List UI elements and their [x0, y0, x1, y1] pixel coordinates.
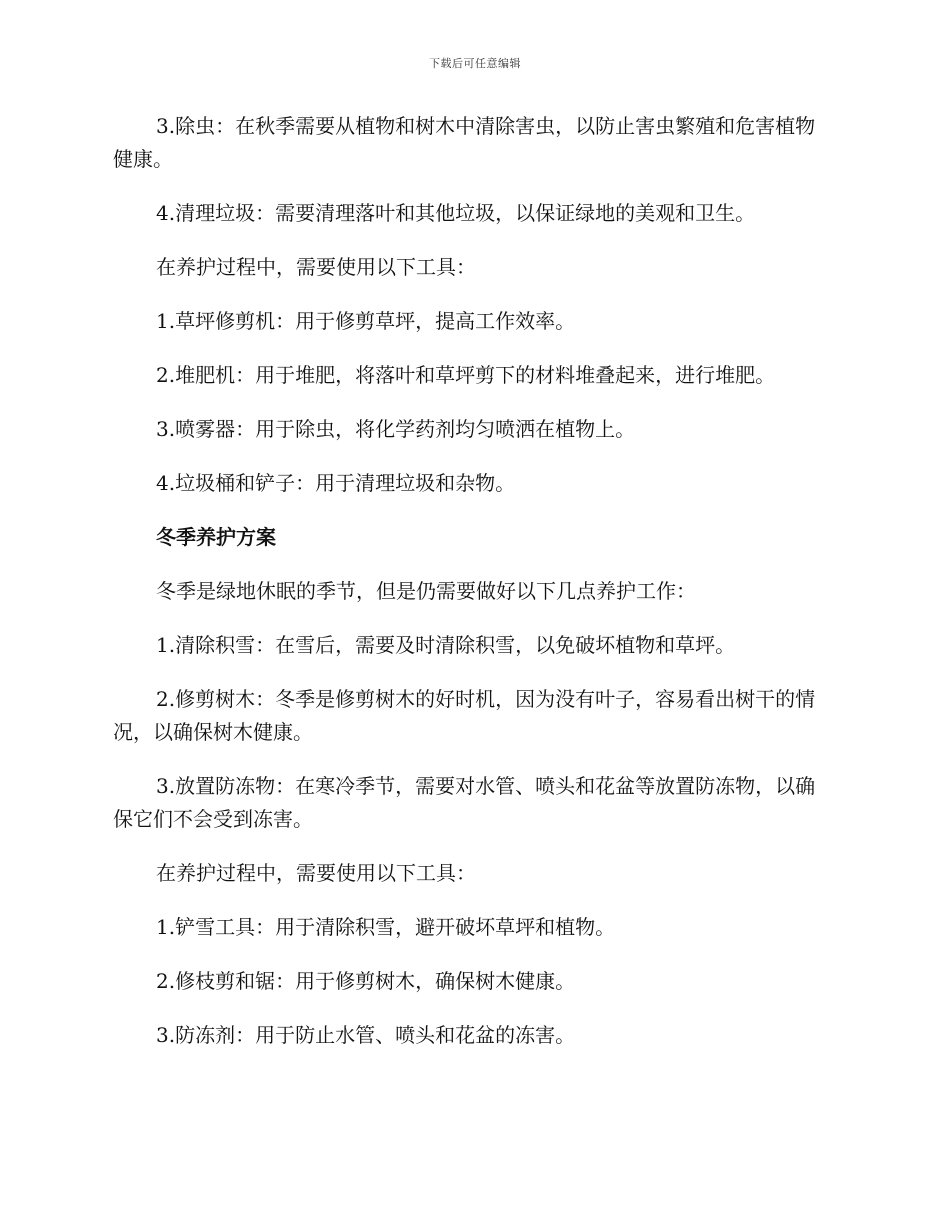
page-header: 下载后可任意编辑 — [429, 57, 521, 70]
paragraph-tools-intro-autumn: 在养护过程中，需要使用以下工具： — [156, 255, 476, 279]
paragraph-tool-trash-bin: 4.垃圾桶和铲子：用于清理垃圾和杂物。 — [156, 471, 516, 495]
paragraph-tool-composter: 2.堆肥机：用于堆肥，将落叶和草坪剪下的材料堆叠起来，进行堆肥。 — [156, 363, 776, 387]
section-heading-winter: 冬季养护方案 — [156, 525, 276, 549]
paragraph-tree-pruning: 2.修剪树木：冬季是修剪树木的好时机，因为没有叶子，容易看出树干的情况，以确保树木健康。 — [113, 687, 816, 744]
paragraph-cleanup: 4.清理垃圾：需要清理落叶和其他垃圾，以保证绿地的美观和卫生。 — [156, 201, 756, 225]
paragraph-tool-antifreeze: 3.防冻剂：用于防止水管、喷头和花盆的冻害。 — [156, 1023, 576, 1047]
paragraph-pest-control: 3.除虫：在秋季需要从植物和树木中清除害虫，以防止害虫繁殖和危害植物健康。 — [113, 114, 816, 171]
paragraph-tools-intro-winter: 在养护过程中，需要使用以下工具： — [156, 861, 476, 885]
paragraph-tool-sprayer: 3.喷雾器：用于除虫，将化学药剂均匀喷洒在植物上。 — [156, 417, 636, 441]
paragraph-frost-protection: 3.放置防冻物：在寒冷季节，需要对水管、喷头和花盆等放置防冻物，以确保它们不会受到冻害。 — [113, 774, 816, 831]
paragraph-tool-snow-shovel: 1.铲雪工具：用于清除积雪，避开破坏草坪和植物。 — [156, 915, 616, 939]
paragraph-winter-intro: 冬季是绿地休眠的季节，但是仍需要做好以下几点养护工作： — [156, 579, 696, 603]
paragraph-snow-removal: 1.清除积雪：在雪后，需要及时清除积雪，以免破坏植物和草坪。 — [156, 633, 736, 657]
paragraph-tool-lawnmower: 1.草坪修剪机：用于修剪草坪，提高工作效率。 — [156, 309, 576, 333]
paragraph-tool-pruner-saw: 2.修枝剪和锯：用于修剪树木，确保树木健康。 — [156, 969, 576, 993]
document-body — [113, 110, 828, 1073]
